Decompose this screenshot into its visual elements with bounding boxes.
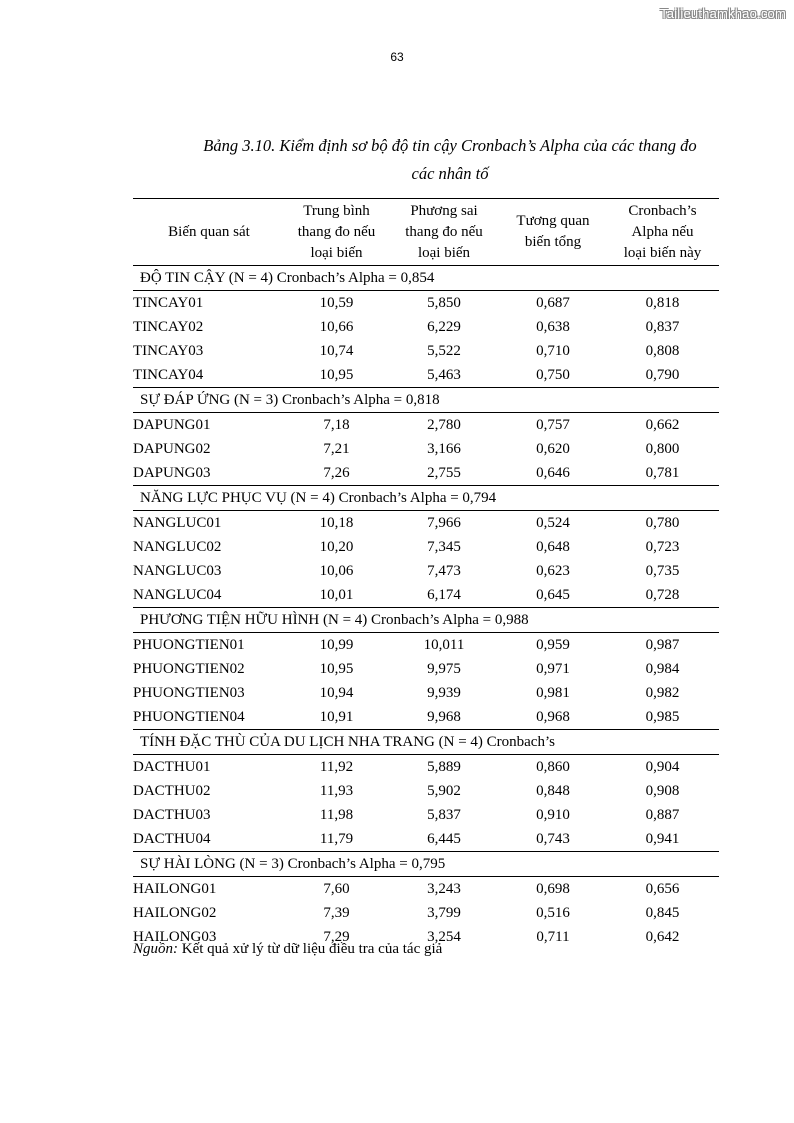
item-total-correlation: 0,645 [500, 583, 606, 608]
table-row [133, 681, 719, 705]
scale-mean: 10,74 [319, 343, 354, 359]
item-total-correlation: 0,757 [536, 417, 570, 433]
variable-name: PHUONGTIEN02 [133, 661, 245, 677]
scale-mean: 11,79 [285, 827, 388, 852]
table-row [133, 827, 719, 852]
scale-variance: 6,229 [427, 319, 461, 335]
item-total-correlation: 0,620 [536, 441, 570, 457]
scale-variance: 5,902 [427, 783, 461, 799]
item-total-correlation: 0,981 [536, 685, 570, 701]
item-total-correlation: 0,959 [536, 637, 570, 653]
scale-variance: 6,445 [388, 827, 500, 852]
item-total-correlation: 0,750 [500, 363, 606, 388]
header-alpha-if-deleted [606, 199, 719, 266]
scale-variance: 3,799 [427, 905, 461, 921]
scale-variance: 3,254 [427, 929, 461, 945]
table-row [133, 901, 719, 925]
variable-name: DACTHU01 [133, 759, 211, 775]
scale-variance: 6,174 [388, 583, 500, 608]
header-scale-mean [285, 199, 388, 266]
alpha-if-deleted: 0,735 [645, 563, 680, 579]
group-title-row [133, 486, 719, 511]
source-label: Nguồn: [133, 941, 178, 957]
scale-mean: 10,99 [319, 637, 354, 653]
variable-name: DAPUNG03 [133, 461, 285, 486]
alpha-if-deleted: 0,723 [645, 539, 680, 555]
alpha-if-deleted: 0,728 [606, 583, 719, 608]
header-line: Trung bình [303, 202, 370, 219]
variable-name: NANGLUC02 [133, 539, 222, 555]
item-total-correlation: 0,860 [536, 759, 570, 775]
alpha-if-deleted: 0,808 [645, 343, 680, 359]
scale-variance: 5,522 [427, 343, 461, 359]
scale-variance: 7,473 [427, 563, 461, 579]
scale-mean: 10,95 [285, 363, 388, 388]
scale-variance: 9,939 [427, 685, 461, 701]
scale-mean: 11,92 [319, 759, 354, 775]
variable-name: DACTHU02 [133, 783, 211, 799]
group-title: ĐỘ TIN CẬY (N = 4) Cronbach’s Alpha = 0,854 [133, 266, 719, 291]
table-row [133, 535, 719, 559]
scale-variance: 9,968 [388, 705, 500, 730]
table-row [133, 315, 719, 339]
table-row [133, 877, 719, 902]
alpha-if-deleted: 0,781 [606, 461, 719, 486]
scale-variance: 5,837 [427, 807, 461, 823]
header-line: Cronbach’s [628, 202, 697, 219]
table-caption [100, 132, 794, 188]
alpha-if-deleted: 0,987 [645, 637, 680, 653]
cronbach-alpha-table [133, 198, 719, 949]
variable-name: NANGLUC01 [133, 515, 222, 531]
scale-mean: 10,18 [319, 515, 354, 531]
variable-name: HAILONG02 [133, 905, 217, 921]
item-total-correlation: 0,910 [536, 807, 570, 823]
alpha-if-deleted: 0,941 [606, 827, 719, 852]
scale-mean: 10,06 [319, 563, 354, 579]
variable-name: PHUONGTIEN04 [133, 705, 285, 730]
header-row [133, 199, 719, 266]
scale-mean: 10,66 [319, 319, 354, 335]
header-line: loại biến này [623, 244, 702, 261]
group-title-row [133, 852, 719, 877]
header-item-total-correlation [500, 199, 606, 266]
variable-name: NANGLUC04 [133, 583, 285, 608]
scale-variance: 3,166 [427, 441, 461, 457]
variable-name: DACTHU04 [133, 827, 285, 852]
variable-name: NANGLUC03 [133, 563, 222, 579]
group-title-row [133, 388, 719, 413]
table-row [133, 779, 719, 803]
table-row [133, 511, 719, 536]
variable-name: HAILONG03 [133, 929, 217, 945]
caption-line-2: các nhân tố [411, 164, 489, 183]
table-row [133, 461, 719, 486]
item-total-correlation: 0,743 [500, 827, 606, 852]
alpha-if-deleted: 0,982 [645, 685, 680, 701]
variable-name: TINCAY04 [133, 363, 285, 388]
table-row [133, 339, 719, 363]
factor-group [133, 266, 719, 388]
alpha-if-deleted: 0,887 [645, 807, 680, 823]
table-row [133, 755, 719, 780]
header-line: thang đo nếu [297, 223, 376, 240]
factor-group [133, 730, 719, 852]
scale-mean: 10,94 [319, 685, 354, 701]
scale-variance: 9,975 [427, 661, 461, 677]
table-row [133, 705, 719, 730]
alpha-if-deleted: 0,837 [645, 319, 680, 335]
variable-name: PHUONGTIEN03 [133, 685, 245, 701]
factor-group [133, 852, 719, 950]
table-row [133, 583, 719, 608]
item-total-correlation: 0,710 [536, 343, 570, 359]
alpha-if-deleted: 0,780 [645, 515, 680, 531]
scale-variance: 7,345 [427, 539, 461, 555]
item-total-correlation: 0,524 [536, 515, 570, 531]
item-total-correlation: 0,646 [500, 461, 606, 486]
alpha-if-deleted: 0,904 [645, 759, 680, 775]
variable-name: DAPUNG02 [133, 441, 211, 457]
item-total-correlation: 0,687 [536, 295, 570, 311]
variable-name: PHUONGTIEN01 [133, 637, 245, 653]
scale-mean: 10,20 [319, 539, 354, 555]
item-total-correlation: 0,848 [536, 783, 570, 799]
item-total-correlation: 0,623 [536, 563, 570, 579]
group-title-row [133, 266, 719, 291]
caption-line-1: Bảng 3.10. Kiểm định sơ bộ độ tin cậy Cronbach’s Alpha của các thang đo [203, 136, 697, 155]
alpha-if-deleted: 0,642 [645, 929, 680, 945]
scale-mean: 11,93 [319, 783, 354, 799]
alpha-if-deleted: 0,984 [645, 661, 680, 677]
table-row [133, 657, 719, 681]
table-row [133, 633, 719, 658]
alpha-if-deleted: 0,662 [645, 417, 680, 433]
scale-variance: 5,850 [427, 295, 461, 311]
group-title: PHƯƠNG TIỆN HỮU HÌNH (N = 4) Cronbach’s Alpha = 0,988 [133, 608, 719, 633]
scale-variance: 2,755 [388, 461, 500, 486]
scale-variance: 10,011 [423, 637, 465, 653]
header-line: thang đo nếu [405, 223, 483, 240]
variable-name: DAPUNG01 [133, 417, 211, 433]
group-title: SỰ ĐÁP ỨNG (N = 3) Cronbach’s Alpha = 0,818 [133, 388, 719, 413]
header-line: loại biến [310, 244, 363, 261]
alpha-if-deleted: 0,656 [645, 881, 680, 897]
scale-mean: 7,18 [323, 417, 350, 433]
scale-mean: 10,01 [285, 583, 388, 608]
scale-mean: 7,29 [323, 929, 350, 945]
page-number: 63 [390, 50, 404, 64]
header-line: biến tổng [524, 234, 582, 250]
watermark: Tailieuthamkhao.com [660, 6, 786, 21]
item-total-correlation: 0,516 [536, 905, 570, 921]
scale-variance: 5,889 [427, 759, 461, 775]
group-title: NĂNG LỰC PHỤC VỤ (N = 4) Cronbach’s Alpha = 0,794 [133, 486, 719, 511]
scale-variance: 2,780 [427, 417, 461, 433]
alpha-if-deleted: 0,908 [645, 783, 680, 799]
alpha-if-deleted: 0,985 [606, 705, 719, 730]
alpha-if-deleted: 0,790 [606, 363, 719, 388]
variable-name: TINCAY03 [133, 343, 204, 359]
scale-mean: 7,26 [285, 461, 388, 486]
alpha-if-deleted: 0,800 [645, 441, 680, 457]
scale-variance: 5,463 [388, 363, 500, 388]
scale-mean: 10,59 [319, 295, 354, 311]
alpha-if-deleted: 0,845 [645, 905, 680, 921]
group-title-row [133, 608, 719, 633]
variable-name: HAILONG01 [133, 881, 217, 897]
source-text: Kết quả xử lý từ dữ liệu điều tra của tác giả [178, 941, 443, 957]
scale-mean: 10,95 [319, 661, 354, 677]
scale-mean: 10,91 [285, 705, 388, 730]
table-row [133, 413, 719, 438]
item-total-correlation: 0,711 [536, 929, 570, 945]
table-row [133, 363, 719, 388]
scale-variance: 7,966 [427, 515, 461, 531]
variable-name: TINCAY01 [133, 295, 204, 311]
alpha-if-deleted: 0,818 [645, 295, 680, 311]
group-title: TÍNH ĐẶC THÙ CỦA DU LỊCH NHA TRANG (N = 4) Cronbach’s [133, 730, 719, 755]
table-row [133, 437, 719, 461]
factor-group [133, 486, 719, 608]
header-line: Alpha nếu [631, 223, 694, 240]
header-line: Phương sai [410, 202, 478, 219]
factor-group [133, 608, 719, 730]
table-row [133, 803, 719, 827]
scale-mean: 7,39 [323, 905, 350, 921]
variable-name: DACTHU03 [133, 807, 211, 823]
variable-name: TINCAY02 [133, 319, 204, 335]
source-note [133, 941, 442, 958]
header-line: loại biến [417, 244, 471, 261]
table-row [133, 291, 719, 316]
group-title: SỰ HÀI LÒNG (N = 3) Cronbach’s Alpha = 0,795 [133, 852, 719, 877]
item-total-correlation: 0,698 [536, 881, 570, 897]
item-total-correlation: 0,638 [536, 319, 570, 335]
scale-mean: 11,98 [319, 807, 354, 823]
header-line: Biến quan sát [168, 223, 250, 240]
group-title-row [133, 730, 719, 755]
header-scale-variance [388, 199, 500, 266]
factor-group [133, 388, 719, 486]
table-row [133, 559, 719, 583]
header-variable [133, 199, 285, 266]
scale-mean: 7,60 [323, 881, 350, 897]
header-line: Tương quan [516, 213, 590, 229]
item-total-correlation: 0,971 [536, 661, 570, 677]
item-total-correlation: 0,648 [536, 539, 570, 555]
scale-variance: 3,243 [427, 881, 461, 897]
scale-mean: 7,21 [323, 441, 350, 457]
item-total-correlation: 0,968 [500, 705, 606, 730]
